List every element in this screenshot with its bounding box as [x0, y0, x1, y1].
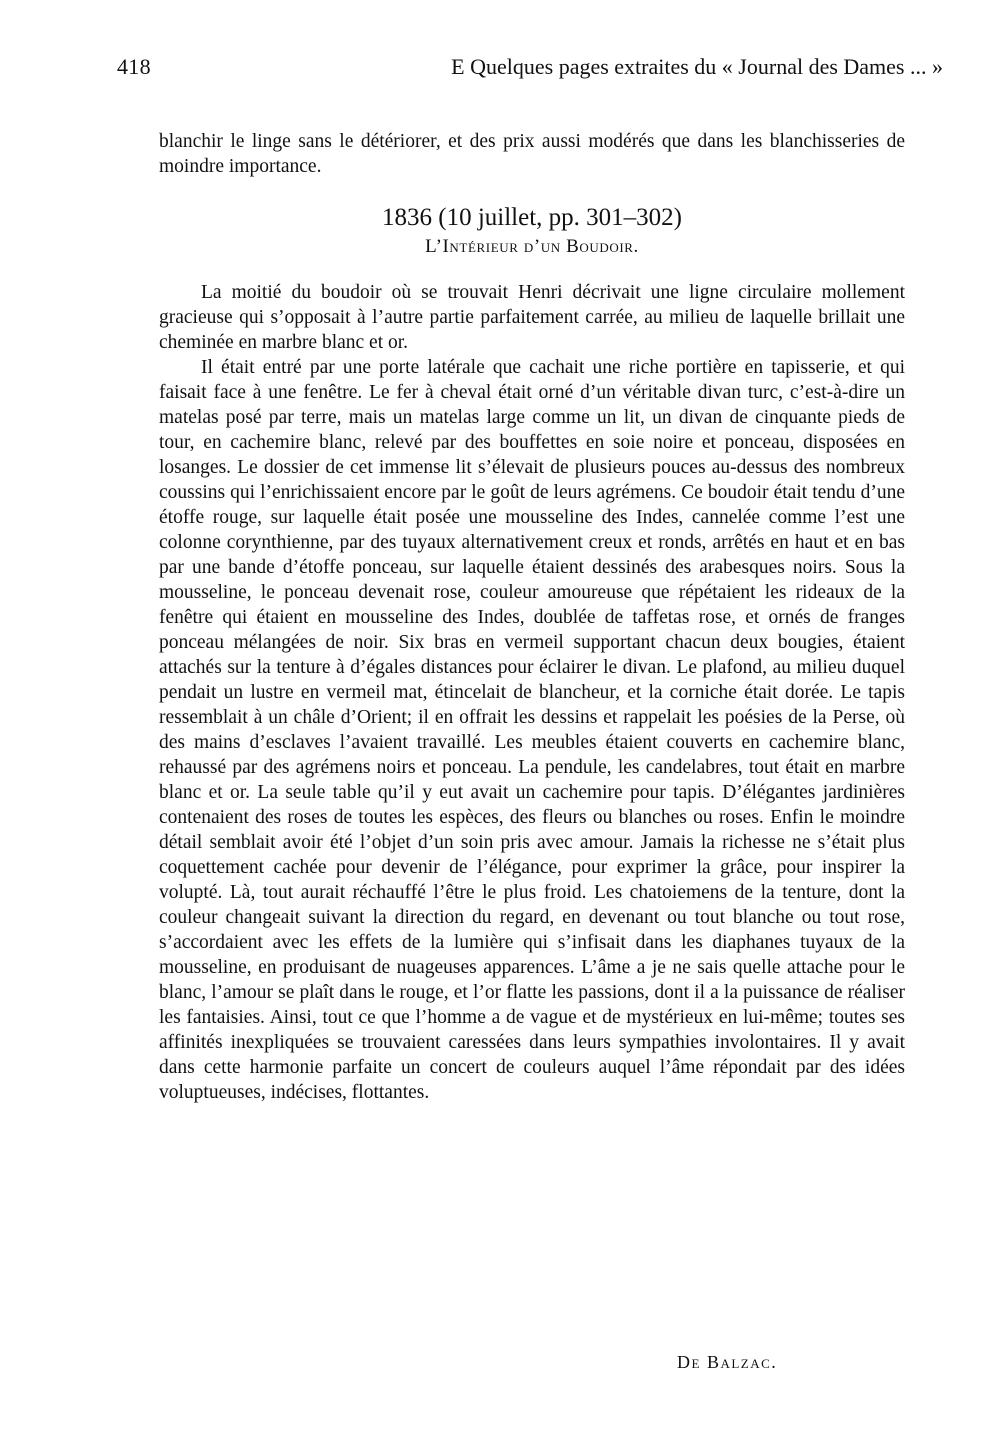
section-heading: 1836 (10 juillet, pp. 301–302): [382, 204, 682, 231]
running-header: E Quelques pages extraites du « Journal des Dames ... »: [451, 54, 943, 79]
author-signature: De Balzac.: [677, 1352, 778, 1372]
article-body: [159, 280, 905, 1105]
section-subtitle: L’Intérieur d’un Boudoir.: [425, 236, 639, 257]
page-number: 418: [117, 54, 151, 79]
paragraph: La moitié du boudoir où se trouvait Henri décrivait une ligne circulaire mollement gracieuse qui s’opposait à l’autre partie parfaitement carrée, au milieu de laquelle brillait une cheminée en marbre blanc et or.: [159, 282, 905, 353]
carry-over-paragraph: blanchir le linge sans le détériorer, et des prix aussi modérés que dans les blanchisseries de moindre importance.: [159, 131, 905, 177]
paragraph: Il était entré par une porte latérale que cachait une riche portière en tapisserie, et qui faisait face à une fenêtre. Le fer à cheval était orné d’un véritable divan turc, c’est-à-dire un matelas posé par terre, mais un matelas large comme un lit, un divan de cinquante pieds de tour, en cachemire blanc, relevé par des bouffettes en soie noire et ponceau, disposées en losanges. Le dossier de cet immense lit s’élevait de plusieurs pouces au-dessus des nombreux coussins qui l’enrichissaient encore par le goût de leurs agrémens. Ce boudoir était tendu d’une étoffe rouge, sur laquelle était posée une mousseline des Indes, cannelée comme l’est une colonne corynthienne, par des tuyaux alternativement creux et ronds, arrêtés en haut et en bas par une bande d’étoffe ponceau, sur laquelle étaient dessinés des arabesques noirs. Sous la mousseline, le ponceau devenait rose, couleur amoureuse que répétaient les rideaux de la fenêtre qui étaient en mousseline des Indes, doublée de taffetas rose, et ornés de franges ponceau mélangées de noir. Six bras en vermeil supportant chacun deux bougies, étaient attachés sur la tenture à d’égales distances pour éclairer le divan. Le plafond, au milieu duquel pendait un lustre en vermeil mat, étincelait de blancheur, et la corniche était dorée. Le tapis ressemblait à un châle d’Orient; il en offrait les dessins et rappelait les poésies de la Perse, où des mains d’esclaves l’avaient travaillé. Les meubles étaient couverts en cachemire blanc, rehaussé par des agrémens noirs et ponceau. La pendule, les candelabres, tout était en marbre blanc et or. La seule table qu’il y eut avait un cachemire pour tapis. D’élégantes jardinières contenaient des roses de toutes les espèces, des fleurs ou blanches ou roses. Enfin le moindre détail semblait avoir été l’objet d’un soin pris avec amour. Jamais la richesse ne s’était plus coquettement cachée pour devenir de l’élégance, pour exprimer la grâce, pour inspirer la volupté. Là, tout aurait réchauffé l’être le plus froid. Les chatoiemens de la tenture, dont la couleur changeait suivant la direction du regard, en devenant ou tout blanche ou tout rose, s’accordaient avec les effets de la lumière qui s’infisait dans les diaphanes tuyaux de la mousseline, en produisant de nuageuses apparences. L’âme a je ne sais quelle attache pour le blanc, l’amour se plaît dans le rouge, et l’or flatte les passions, dont il a la puissance de réaliser les fantaisies. Ainsi, tout ce que l’homme a de vague et de mystérieux en lui-même; toutes ses affinités inexpliquées se trouvaient caressées dans leurs sympathies involontaires. Il y avait dans cette harmonie parfaite un concert de couleurs auquel l’âme répondait par des idées voluptueuses, indécises, flottantes.: [159, 357, 905, 1103]
